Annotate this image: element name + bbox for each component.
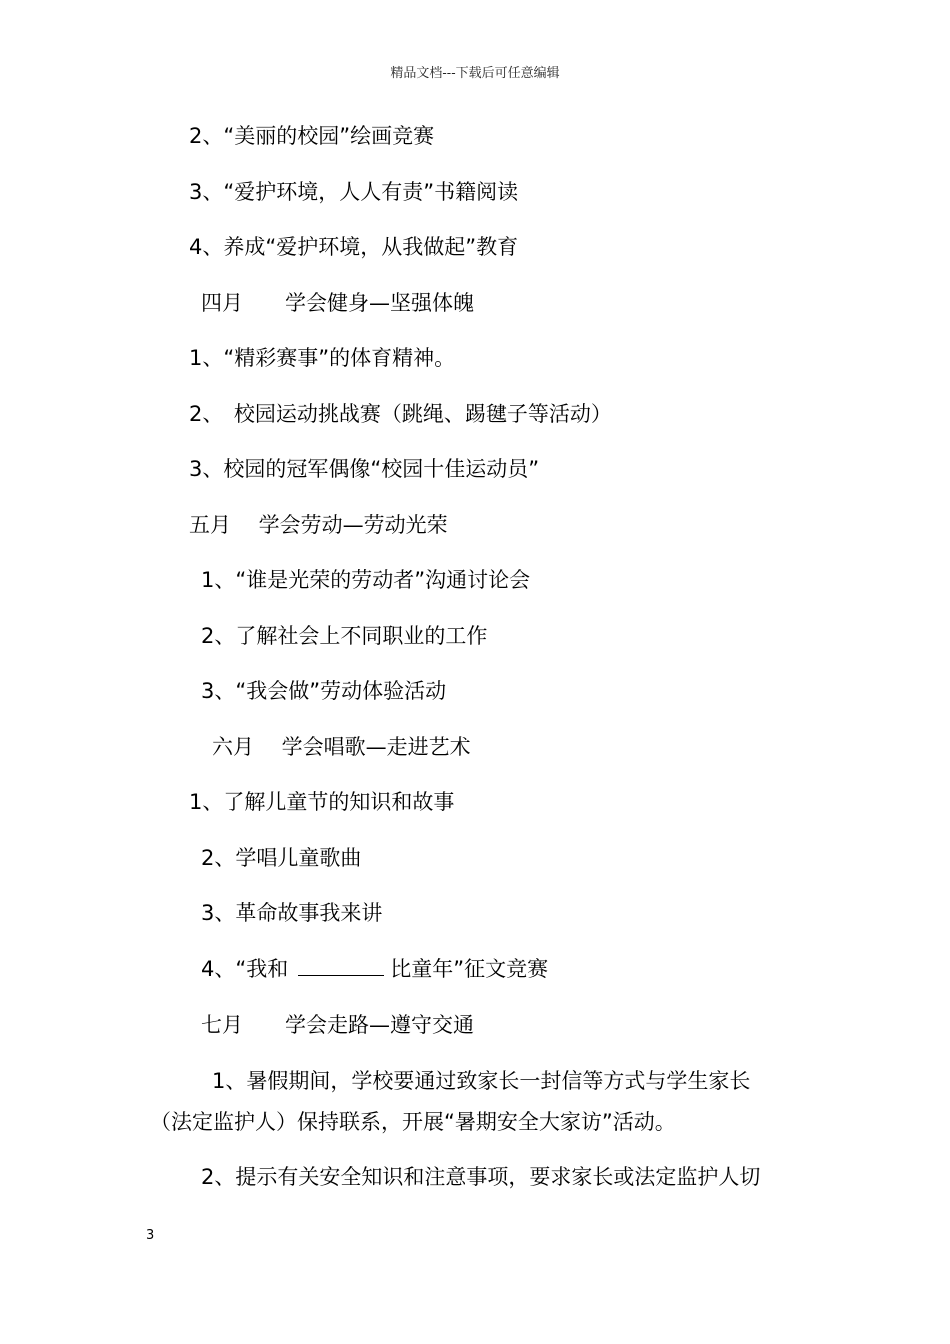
list-item: 1、“谁是光荣的劳动者”沟通讨论会 [201, 568, 531, 592]
list-item [201, 957, 548, 981]
paragraph-line: （法定监护人）保持联系，开展“暑期安全大家访”活动。 [150, 1110, 676, 1134]
essay-line-end: 比童年”征文竞赛 [390, 957, 549, 981]
month-heading: 七月 学会走路—遵守交通 [201, 1013, 474, 1037]
list-item: 2、 校园运动挑战赛（跳绳、踢毽子等活动） [189, 402, 612, 426]
list-item: 1、“精彩赛事”的体育精神。 [189, 346, 456, 370]
month-heading: 六月 学会唱歌—走进艺术 [212, 735, 471, 759]
list-item: 2、了解社会上不同职业的工作 [201, 624, 488, 648]
page-header: 精品文档---下载后可任意编辑 [390, 66, 560, 81]
list-item: 3、革命故事我来讲 [201, 901, 383, 925]
list-item: 1、了解儿童节的知识和故事 [189, 790, 455, 814]
list-item: 2、“美丽的校园”绘画竞赛 [189, 124, 435, 148]
list-item: 3、“爱护环境，人人有责”书籍阅读 [189, 180, 519, 204]
month-heading: 五月 学会劳动—劳动光荣 [189, 513, 448, 537]
fill-in-blank [298, 957, 384, 976]
list-item: 2、学唱儿童歌曲 [201, 846, 362, 870]
list-item: 3、校园的冠军偶像“校园十佳运动员” [189, 457, 540, 481]
list-item: 3、“我会做”劳动体验活动 [201, 679, 447, 703]
month-heading: 四月 学会健身—坚强体魄 [201, 291, 474, 315]
essay-line-start: 4、“我和 [201, 957, 289, 981]
page-number: 3 [146, 1228, 155, 1243]
list-item: 4、养成“爱护环境，从我做起”教育 [189, 235, 519, 259]
paragraph-line: 1、暑假期间，学校要通过致家长一封信等方式与学生家长 [212, 1069, 751, 1093]
paragraph-line: 2、提示有关安全知识和注意事项，要求家长或法定监护人切 [201, 1165, 761, 1189]
